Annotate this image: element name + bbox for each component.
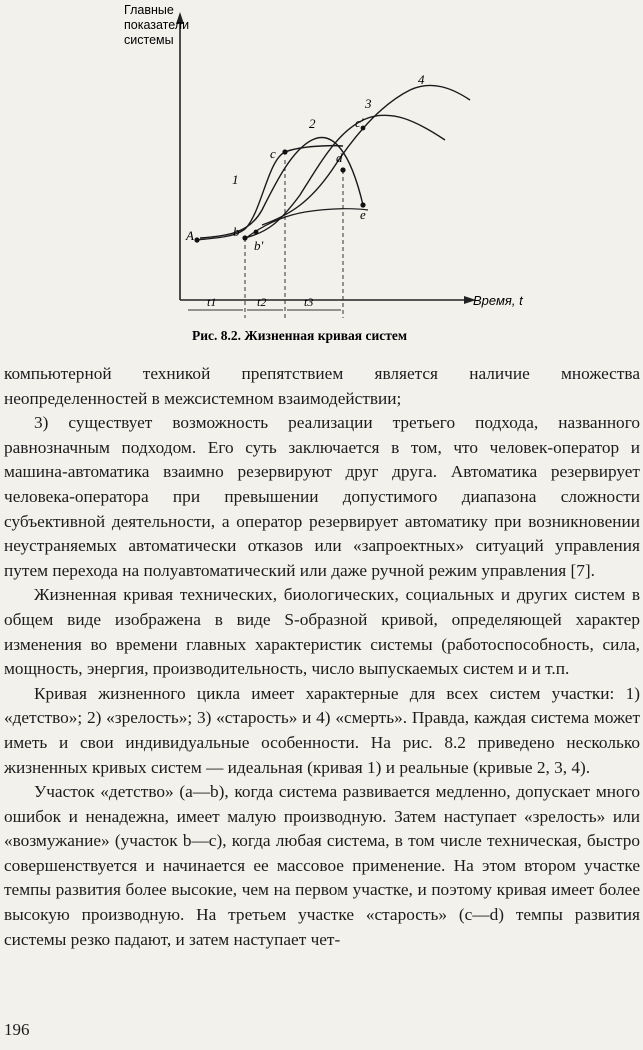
x-axis-label: Время, t [473, 293, 523, 308]
point-c [282, 149, 287, 154]
interval-label-t2: t2 [257, 295, 267, 309]
label-a: A [186, 228, 194, 243]
paragraph-4: Кривая жизненного цикла имеет характерные для всех систем участки: 1) «детство»; 2) «зрелость»; 3) «старость» и 4) «смерть». Правда, каждая система может иметь и свои индивидуальные особенности. На рис. 8.2 приведено несколько жизненных кривых систем — идеальная (кривая 1) и реальные (кривые 2, 3, 4). [4, 683, 640, 777]
curve-label-3: 3 [365, 96, 372, 111]
curve-lower [246, 209, 368, 238]
figure-life-curve [0, 0, 643, 350]
curve-label-1: 1 [232, 172, 239, 187]
label-b-prime: b' [254, 238, 264, 253]
page-number: 196 [4, 1020, 30, 1039]
curve-1 [195, 146, 343, 240]
interval-label-t1: t1 [207, 295, 217, 309]
interval-label-t3: t3 [304, 295, 314, 309]
point-d [340, 167, 345, 172]
paragraph-2: 3) существует возможность реализации третьего подхода, названного равнозначным подходом. Его суть заключается в том, что человек-оператор и машина-автоматика взаимно резервируют друг друга. Автоматика резервирует человека-оператора при превышении допустимого диапазона сложности субъективной деятельности, а оператор резервирует автоматику при возникновении неустраняемых автоматически отказов или «запроектных» ситуаций управления путем перехода на полуавтоматический или даже ручной режим управления [7]. [4, 413, 640, 580]
label-d: d [336, 150, 343, 165]
point-b [242, 235, 247, 240]
curve-label-2: 2 [309, 116, 316, 131]
y-axis-label-line-2: показатели [124, 18, 190, 32]
paragraph-5: Участок «детство» (a—b), когда система развивается медленно, допускает много ошибок и ненадежна, имеет малую производную. Затем наступает «зрелость» или «возмужание» (участок b—c), когда любая система, в том числе техническая, быстро совершенствуется и начинается ее массовое применение. На этом втором участке темпы развития более высокие, чем на первом участке, и поэтому кривая имеет более высокую производную. На третьем участке «старость» (c—d) темпы развития системы резко падают, и затем наступает чет- [4, 782, 640, 949]
figure-caption: Рис. 8.2. Жизненная кривая систем [192, 328, 408, 343]
point-b-prime [254, 230, 259, 235]
label-e: e [360, 207, 366, 222]
y-axis-label-line-1: Главные [124, 3, 174, 17]
paragraph-1: компьютерной техникой препятствием является наличие множества неопределенностей в межсистемном взаимодействии; [4, 364, 640, 408]
label-c: c [270, 146, 276, 161]
paragraph-3: Жизненная кривая технических, биологических, социальных и других систем в общем виде изображена в виде S-образной кривой, определяющей характер изменения во времени главных характеристик системы (работоспособность, сила, мощность, энергия, производительность, число выпускаемых систем и и т.п. [4, 585, 640, 679]
body-text [4, 362, 640, 952]
y-axis-label-line-3: системы [124, 33, 174, 47]
life-curve-diagram [0, 0, 643, 350]
point-a [194, 237, 199, 242]
label-b: b [233, 224, 240, 239]
curve-label-4: 4 [418, 72, 425, 87]
label-c-prime: c' [355, 115, 364, 130]
